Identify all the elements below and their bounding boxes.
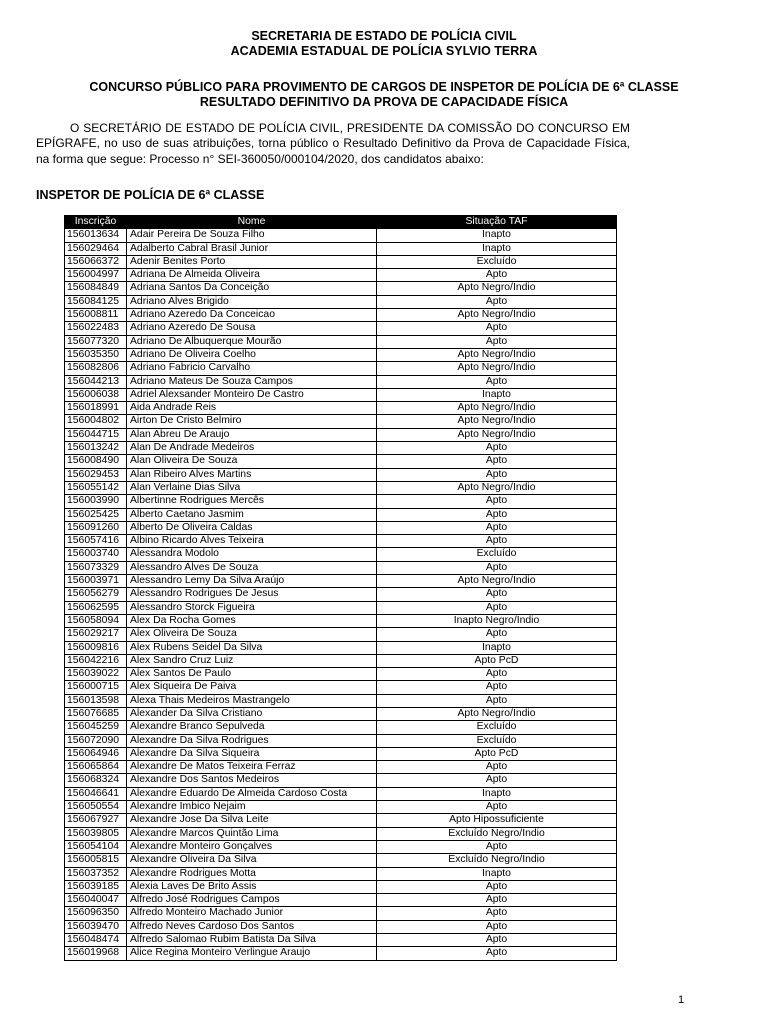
cell-inscricao: 156054104 [65,840,127,853]
cell-nome: Alessandro Alves De Souza [127,561,377,574]
table-row [65,934,617,947]
table-row [65,495,617,508]
cell-nome: Alex Sandro Cruz Luiz [127,654,377,667]
table-row [65,747,617,760]
cell-situacao: Apto Negro/Indio [377,348,617,361]
cell-situacao: Apto PcD [377,747,617,760]
cell-inscricao: 156084125 [65,295,127,308]
cell-situacao: Inapto [377,242,617,255]
table-row [65,295,617,308]
cell-inscricao: 156009816 [65,641,127,654]
header-line-2: ACADEMIA ESTADUAL DE POLÍCIA SYLVIO TERRA [230,44,538,58]
table-row [65,229,617,242]
cell-inscricao: 156082806 [65,362,127,375]
cell-inscricao: 156013634 [65,229,127,242]
table-row [65,282,617,295]
table-row [65,375,617,388]
cell-nome: Alexandre Oliveira Da Silva [127,854,377,867]
cell-inscricao: 156029464 [65,242,127,255]
cell-situacao: Apto [377,468,617,481]
cell-situacao: Apto [377,269,617,282]
cell-nome: Alexandre Branco Sepulveda [127,721,377,734]
cell-nome: Alexia Laves De Brito Assis [127,880,377,893]
cell-situacao: Excluído Negro/Indio [377,827,617,840]
table-row [65,641,617,654]
cell-nome: Alexandre Marcos Quintão Lima [127,827,377,840]
cell-inscricao: 156040047 [65,894,127,907]
cell-nome: Adriano Alves Brigido [127,295,377,308]
cell-nome: Adriana Santos Da Conceição [127,282,377,295]
cell-nome: Alex Da Rocha Gomes [127,614,377,627]
cell-situacao: Apto [377,801,617,814]
cell-nome: Alexa Thais Medeiros Mastrangelo [127,694,377,707]
cell-situacao: Apto [377,694,617,707]
table-row [65,867,617,880]
cell-inscricao: 156006038 [65,388,127,401]
cell-situacao: Apto [377,335,617,348]
table-row [65,415,617,428]
cell-inscricao: 156044715 [65,428,127,441]
cell-inscricao: 156029217 [65,628,127,641]
table-row [65,348,617,361]
cell-inscricao: 156096350 [65,907,127,920]
cell-nome: Alexandre Monteiro Gonçalves [127,840,377,853]
table-row [65,335,617,348]
cell-situacao: Apto [377,295,617,308]
table-row [65,468,617,481]
cell-situacao: Apto Negro/Indio [377,362,617,375]
header-line-3: CONCURSO PÚBLICO PARA PROVIMENTO DE CARGOS DE INSPETOR DE POLÍCIA DE 6ª CLASSE [89,80,679,94]
cell-nome: Adair Pereira De Souza Filho [127,229,377,242]
table-row [65,734,617,747]
cell-nome: Alexandre Imbico Nejaim [127,801,377,814]
cell-inscricao: 156018991 [65,402,127,415]
table-row [65,707,617,720]
cell-inscricao: 156064946 [65,747,127,760]
cell-situacao: Apto Negro/Indio [377,282,617,295]
table-row [65,907,617,920]
table-row [65,681,617,694]
cell-situacao: Apto Negro/Indio [377,402,617,415]
section-title: INSPETOR DE POLÍCIA DE 6ª CLASSE [36,188,265,202]
cell-situacao: Excluído [377,255,617,268]
cell-inscricao: 156068324 [65,774,127,787]
cell-inscricao: 156008490 [65,455,127,468]
cell-inscricao: 156091260 [65,521,127,534]
cell-nome: Alan Ribeiro Alves Martins [127,468,377,481]
cell-situacao: Apto [377,628,617,641]
table-row [65,402,617,415]
table-row [65,721,617,734]
cell-nome: Adriano Azeredo De Sousa [127,322,377,335]
cell-nome: Aida Andrade Reis [127,402,377,415]
cell-inscricao: 156004997 [65,269,127,282]
table-row [65,242,617,255]
cell-nome: Alessandro Storck Figueira [127,601,377,614]
cell-inscricao: 156019968 [65,947,127,960]
table-row [65,561,617,574]
cell-situacao: Apto Negro/Indio [377,309,617,322]
cell-situacao: Inapto [377,867,617,880]
cell-situacao: Apto Hipossuficiente [377,814,617,827]
column-header-nome: Nome [127,216,377,229]
cell-situacao: Apto [377,375,617,388]
cell-situacao: Apto [377,907,617,920]
cell-inscricao: 156042216 [65,654,127,667]
cell-nome: Alessandra Modolo [127,548,377,561]
cell-nome: Alex Oliveira De Souza [127,628,377,641]
cell-nome: Alessandro Lemy Da Silva Araújo [127,575,377,588]
column-header-inscricao: Inscrição [65,216,127,229]
page-number: 1 [678,994,685,1006]
cell-inscricao: 156004802 [65,415,127,428]
table-row [65,694,617,707]
cell-inscricao: 156039470 [65,920,127,933]
table-row [65,588,617,601]
table-row [65,947,617,960]
cell-situacao: Apto [377,322,617,335]
cell-situacao: Apto Negro/Indio [377,575,617,588]
cell-inscricao: 156077320 [65,335,127,348]
table-row [65,654,617,667]
cell-situacao: Apto Negro/Indio [377,415,617,428]
cell-situacao: Inapto Negro/Indio [377,614,617,627]
cell-inscricao: 156045259 [65,721,127,734]
cell-nome: Alexandre Rodrigues Motta [127,867,377,880]
cell-situacao: Apto Negro/Indio [377,428,617,441]
cell-situacao: Apto [377,761,617,774]
cell-nome: Adriano Azeredo Da Conceicao [127,309,377,322]
table-row [65,628,617,641]
cell-situacao: Apto [377,880,617,893]
cell-inscricao: 156076685 [65,707,127,720]
table-row [65,442,617,455]
cell-inscricao: 156003740 [65,548,127,561]
header-block-2 [0,80,768,110]
cell-nome: Albino Ricardo Alves Teixeira [127,535,377,548]
cell-inscricao: 156025425 [65,508,127,521]
cell-nome: Adriano Fabricio Carvalho [127,362,377,375]
cell-inscricao: 156013242 [65,442,127,455]
cell-situacao: Apto Negro/Indio [377,707,617,720]
cell-inscricao: 156073329 [65,561,127,574]
cell-inscricao: 156065864 [65,761,127,774]
cell-situacao: Apto [377,561,617,574]
cell-inscricao: 156022483 [65,322,127,335]
cell-nome: Albertinne Rodrigues Mercês [127,495,377,508]
table-header-row [65,216,617,229]
cell-nome: Alan De Andrade Medeiros [127,442,377,455]
cell-situacao: Excluído [377,734,617,747]
cell-situacao: Apto [377,774,617,787]
cell-nome: Adalberto Cabral Brasil Junior [127,242,377,255]
cell-inscricao: 156003971 [65,575,127,588]
intro-paragraph [36,121,630,167]
table-row [65,894,617,907]
table-row [65,388,617,401]
results-table [64,215,617,961]
table-row [65,880,617,893]
cell-inscricao: 156037352 [65,867,127,880]
cell-nome: Alessandro Rodrigues De Jesus [127,588,377,601]
cell-nome: Adriel Alexsander Monteiro De Castro [127,388,377,401]
cell-inscricao: 156029453 [65,468,127,481]
table-row [65,255,617,268]
cell-nome: Alexandre Da Silva Siqueira [127,747,377,760]
cell-situacao: Apto [377,894,617,907]
table-row [65,309,617,322]
cell-nome: Alexandre Jose Da Silva Leite [127,814,377,827]
cell-situacao: Apto [377,508,617,521]
table-row [65,787,617,800]
cell-situacao: Inapto [377,641,617,654]
cell-situacao: Apto [377,920,617,933]
cell-nome: Alberto Caetano Jasmim [127,508,377,521]
cell-nome: Alfredo Neves Cardoso Dos Santos [127,920,377,933]
cell-inscricao: 156062595 [65,601,127,614]
cell-inscricao: 156058094 [65,614,127,627]
cell-inscricao: 156046641 [65,787,127,800]
cell-situacao: Inapto [377,388,617,401]
cell-nome: Adenir Benites Porto [127,255,377,268]
cell-situacao: Apto [377,681,617,694]
cell-situacao: Apto Negro/Indio [377,481,617,494]
intro-text: O SECRETÁRIO DE ESTADO DE POLÍCIA CIVIL, PRESIDENTE DA COMISSÃO DO CONCURSO EM EPÍGRAFE, no uso de suas atribuições, torna público o Resultado Definitivo da Prova de Capacidade Física, na forma que segue: Processo n° SEI-360050/000104/2020, dos candidatos abaixo: [36,121,630,166]
cell-nome: Airton De Cristo Belmiro [127,415,377,428]
table-row [65,774,617,787]
cell-situacao: Inapto [377,787,617,800]
table-row [65,854,617,867]
cell-nome: Adriano De Oliveira Coelho [127,348,377,361]
cell-nome: Alex Santos De Paulo [127,668,377,681]
cell-inscricao: 156035350 [65,348,127,361]
cell-situacao: Apto PcD [377,654,617,667]
table-row [65,508,617,521]
cell-situacao: Excluído [377,548,617,561]
table-row [65,614,617,627]
cell-inscricao: 156057416 [65,535,127,548]
cell-nome: Adriano De Albuquerque Mourão [127,335,377,348]
table-row [65,801,617,814]
cell-inscricao: 156005815 [65,854,127,867]
cell-inscricao: 156039185 [65,880,127,893]
cell-situacao: Apto [377,442,617,455]
cell-situacao: Apto [377,934,617,947]
table-row [65,535,617,548]
cell-situacao: Apto [377,840,617,853]
cell-situacao: Apto [377,455,617,468]
cell-nome: Alfredo Monteiro Machado Junior [127,907,377,920]
header-line-1: SECRETARIA DE ESTADO DE POLÍCIA CIVIL [251,29,517,43]
cell-inscricao: 156084849 [65,282,127,295]
table-row [65,827,617,840]
cell-inscricao: 156067927 [65,814,127,827]
cell-situacao: Inapto [377,229,617,242]
cell-inscricao: 156008811 [65,309,127,322]
cell-nome: Alan Abreu De Araujo [127,428,377,441]
cell-inscricao: 156000715 [65,681,127,694]
cell-nome: Alexandre Eduardo De Almeida Cardoso Costa [127,787,377,800]
cell-inscricao: 156048474 [65,934,127,947]
cell-nome: Alexandre Dos Santos Medeiros [127,774,377,787]
cell-nome: Alfredo Salomao Rubim Batista Da Silva [127,934,377,947]
cell-situacao: Apto [377,668,617,681]
cell-inscricao: 156056279 [65,588,127,601]
table-row [65,269,617,282]
table-row [65,601,617,614]
table-row [65,761,617,774]
cell-situacao: Apto [377,947,617,960]
cell-inscricao: 156055142 [65,481,127,494]
cell-nome: Alex Siqueira De Paiva [127,681,377,694]
table-row [65,840,617,853]
table-row [65,521,617,534]
table-row [65,322,617,335]
cell-inscricao: 156013598 [65,694,127,707]
cell-nome: Alan Verlaine Dias Silva [127,481,377,494]
cell-situacao: Excluído [377,721,617,734]
column-header-situacao: Situação TAF [377,216,617,229]
cell-inscricao: 156039805 [65,827,127,840]
cell-inscricao: 156039022 [65,668,127,681]
cell-inscricao: 156066372 [65,255,127,268]
cell-situacao: Apto [377,601,617,614]
cell-nome: Alan Oliveira De Souza [127,455,377,468]
cell-situacao: Apto [377,521,617,534]
cell-inscricao: 156050554 [65,801,127,814]
cell-inscricao: 156072090 [65,734,127,747]
table-row [65,668,617,681]
cell-nome: Alberto De Oliveira Caldas [127,521,377,534]
cell-inscricao: 156044213 [65,375,127,388]
table-row [65,814,617,827]
table-row [65,920,617,933]
cell-nome: Adriano Mateus De Souza Campos [127,375,377,388]
cell-nome: Alfredo José Rodrigues Campos [127,894,377,907]
cell-situacao: Apto [377,588,617,601]
cell-nome: Alexander Da Silva Cristiano [127,707,377,720]
cell-nome: Adriana De Almeida Oliveira [127,269,377,282]
table-row [65,575,617,588]
cell-nome: Alexandre De Matos Teixeira Ferraz [127,761,377,774]
cell-nome: Alexandre Da Silva Rodrigues [127,734,377,747]
header-line-4: RESULTADO DEFINITIVO DA PROVA DE CAPACIDADE FÍSICA [199,95,569,109]
table-row [65,362,617,375]
cell-situacao: Apto [377,495,617,508]
cell-nome: Alice Regina Monteiro Verlingue Araujo [127,947,377,960]
table-row [65,548,617,561]
cell-situacao: Excluído Negro/Indio [377,854,617,867]
table-row [65,428,617,441]
cell-situacao: Apto [377,535,617,548]
cell-inscricao: 156003990 [65,495,127,508]
header-block-1 [0,29,768,59]
table-row [65,455,617,468]
table-row [65,481,617,494]
cell-nome: Alex Rubens Seidel Da Silva [127,641,377,654]
